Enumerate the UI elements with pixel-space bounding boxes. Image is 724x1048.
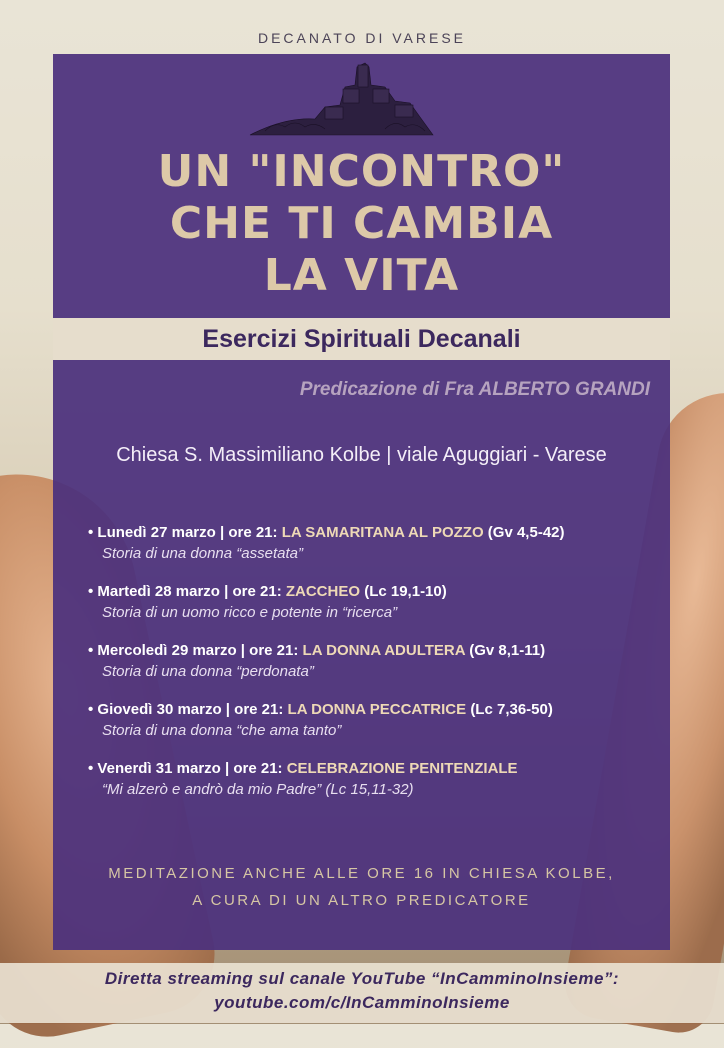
event-description: Storia di un uomo ricco e potente in “ricerca”: [102, 604, 398, 621]
title-line-1: UN "INCONTRO": [157, 146, 566, 197]
event-theme: LA DONNA PECCATRICE: [287, 701, 467, 718]
village-illustration: [245, 57, 435, 137]
event-description: “Mi alzerò e andrò da mio Padre” (Lc 15,11-32): [102, 781, 414, 798]
event-description: Storia di una donna “che ama tanto”: [102, 722, 342, 739]
event-description: Storia di una donna “assetata”: [102, 545, 303, 562]
streaming-line-1: Diretta streaming sul canale YouTube “InCamminoInsieme”:: [104, 969, 620, 988]
location: Chiesa S. Massimiliano Kolbe | viale Aguggiari - Varese: [116, 444, 607, 466]
meditation-note: [53, 860, 670, 914]
event-theme: LA SAMARITANA AL POZZO: [281, 524, 484, 541]
events-list: [88, 522, 658, 817]
event-theme: LA DONNA ADULTERA: [302, 642, 466, 659]
event-description: Storia di una donna “perdonata”: [102, 663, 314, 680]
event-day: Giovedì 30 marzo | ore 21:: [97, 701, 284, 718]
event-item: • Martedì 28 marzo | ore 21: ZACCHEO (Lc 19,1-10) Storia di un uomo ricco e potente in “ricerca”: [88, 581, 658, 623]
subtitle: Esercizi Spirituali Decanali: [53, 318, 670, 360]
streaming-link[interactable]: youtube.com/c/InCamminoInsieme: [214, 993, 510, 1012]
event-ref: (Lc 7,36-50): [470, 701, 553, 718]
event-theme: CELEBRAZIONE PENITENZIALE: [286, 760, 518, 777]
event-ref: (Lc 19,1-10): [364, 583, 447, 600]
event-item: • Giovedì 30 marzo | ore 21: LA DONNA PECCATRICE (Lc 7,36-50) Storia di una donna “che ama tanto”: [88, 699, 658, 741]
streaming-banner: [0, 963, 724, 1023]
preacher-label: Predicazione di Fra ALBERTO GRANDI: [299, 379, 650, 400]
event-day: Lunedì 27 marzo | ore 21:: [97, 524, 278, 541]
title-line-3: LA VITA: [263, 250, 460, 301]
title-line-2: CHE TI CAMBIA: [169, 198, 554, 249]
event-ref: (Gv 4,5-42): [487, 524, 565, 541]
main-title: [53, 146, 670, 302]
event-day: Martedì 28 marzo | ore 21:: [97, 583, 282, 600]
event-day: Mercoledì 29 marzo | ore 21:: [97, 642, 299, 659]
event-theme: ZACCHEO: [285, 583, 361, 600]
event-item: • Venerdì 31 marzo | ore 21: CELEBRAZIONE PENITENZIALE “Mi alzerò e andrò da mio Padre” (Lc 15,11-32): [88, 758, 658, 800]
note-line-2: A CURA DI UN ALTRO PREDICATORE: [192, 892, 531, 909]
organizer-label: DECANATO DI VARESE: [257, 30, 467, 46]
note-line-1: MEDITAZIONE ANCHE ALLE ORE 16 IN CHIESA KOLBE,: [108, 865, 615, 882]
event-item: • Lunedì 27 marzo | ore 21: LA SAMARITANA AL POZZO (Gv 4,5-42) Storia di una donna “assetata”: [88, 522, 658, 564]
event-ref: (Gv 8,1-11): [469, 642, 546, 659]
event-day: Venerdì 31 marzo | ore 21:: [97, 760, 283, 777]
event-item: • Mercoledì 29 marzo | ore 21: LA DONNA ADULTERA (Gv 8,1-11) Storia di una donna “perdonata”: [88, 640, 658, 682]
